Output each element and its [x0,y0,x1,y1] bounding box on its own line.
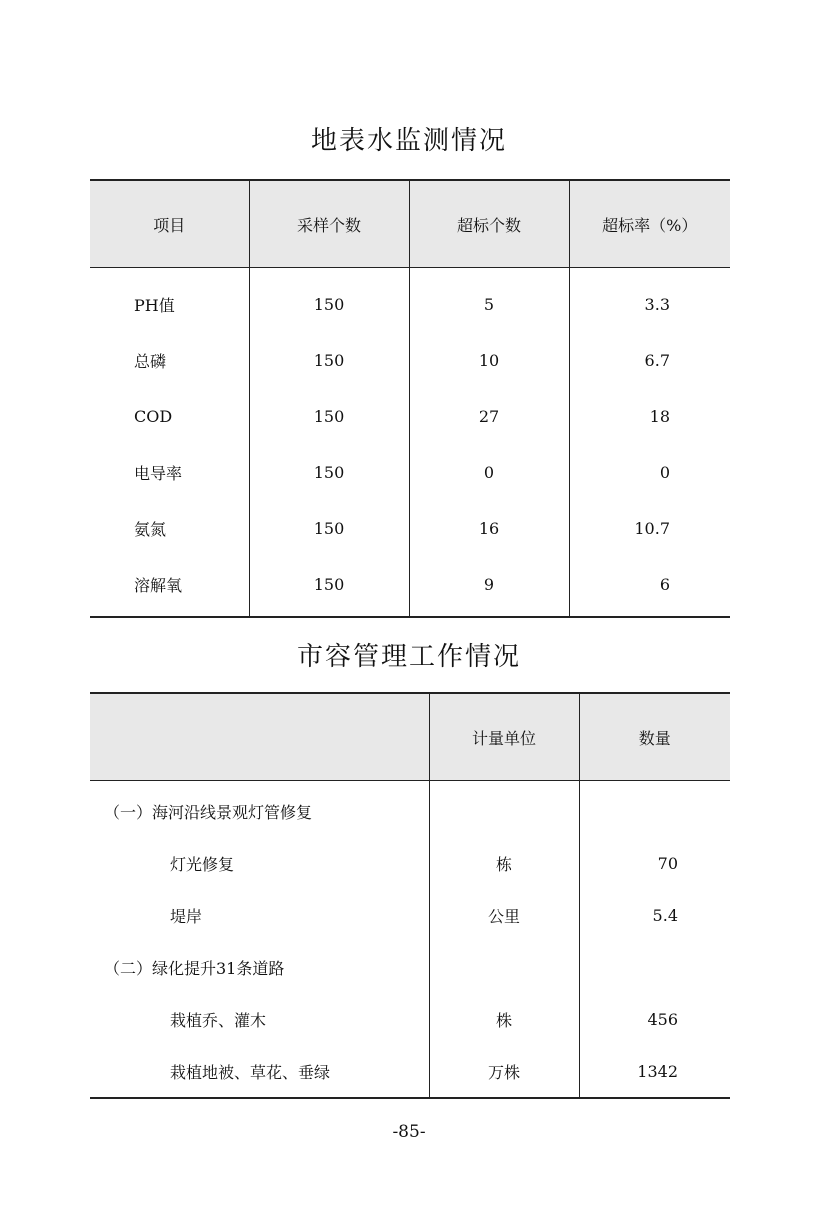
sample-count: 150 [249,444,409,500]
exceed-count: 0 [409,444,569,500]
task-name: 堤岸 [170,906,203,926]
table-row [90,837,730,889]
table-row [90,781,730,838]
header-exceed-count: 超标个数 [409,180,569,268]
city-management-table [90,692,730,1099]
table-row [90,332,730,388]
exceed-rate: 6.7 [569,332,730,388]
sample-count: 150 [249,500,409,556]
table-header-row [90,693,730,781]
item-name: 总磷 [134,351,167,371]
unit-cell [429,941,579,993]
sample-count: 150 [249,332,409,388]
header-exceed-rate: 超标率（%） [569,180,730,268]
quantity-cell: 5.4 [579,889,730,941]
water-monitoring-title: 地表水监测情况 [310,126,507,156]
unit-cell [429,781,579,838]
header-quantity: 数量 [579,693,730,781]
header-item: 项目 [90,180,249,268]
item-name: 氨氮 [134,519,167,539]
table-row [90,556,730,617]
exceed-rate: 10.7 [569,500,730,556]
sample-count: 150 [249,556,409,617]
item-name: COD [134,406,173,426]
exceed-count: 10 [409,332,569,388]
table-row [90,993,730,1045]
exceed-count: 5 [409,268,569,333]
unit-cell: 栋 [429,837,579,889]
quantity-cell [579,941,730,993]
table-row [90,500,730,556]
exceed-count: 9 [409,556,569,617]
unit-cell: 株 [429,993,579,1045]
city-management-title: 市容管理工作情况 [296,642,521,672]
header-blank [90,693,429,781]
exceed-rate: 18 [569,388,730,444]
table-row [90,444,730,500]
header-unit: 计量单位 [429,693,579,781]
quantity-cell: 70 [579,837,730,889]
water-monitoring-table [90,179,730,618]
exceed-count: 16 [409,500,569,556]
page-number: -85- [392,1122,426,1142]
task-name: 栽植地被、草花、垂绿 [170,1062,331,1082]
table-row [90,889,730,941]
quantity-cell: 1342 [579,1045,730,1098]
table-row [90,941,730,993]
section-heading: （一）海河沿线景观灯管修复 [104,802,313,822]
sample-count: 150 [249,268,409,333]
item-name: PH值 [134,295,175,315]
table-row [90,388,730,444]
header-sample-count: 采样个数 [249,180,409,268]
item-name: 溶解氧 [134,575,183,595]
item-name: 电导率 [134,463,183,483]
sample-count: 150 [249,388,409,444]
exceed-rate: 3.3 [569,268,730,333]
unit-cell: 公里 [429,889,579,941]
table-header-row [90,180,730,268]
quantity-cell: 456 [579,993,730,1045]
table-row [90,1045,730,1098]
task-name: 灯光修复 [170,854,235,874]
exceed-rate: 6 [569,556,730,617]
section-heading: （二）绿化提升31条道路 [104,958,285,978]
table-row [90,268,730,333]
exceed-rate: 0 [569,444,730,500]
task-name: 栽植乔、灌木 [170,1010,267,1030]
unit-cell: 万株 [429,1045,579,1098]
exceed-count: 27 [409,388,569,444]
quantity-cell [579,781,730,838]
